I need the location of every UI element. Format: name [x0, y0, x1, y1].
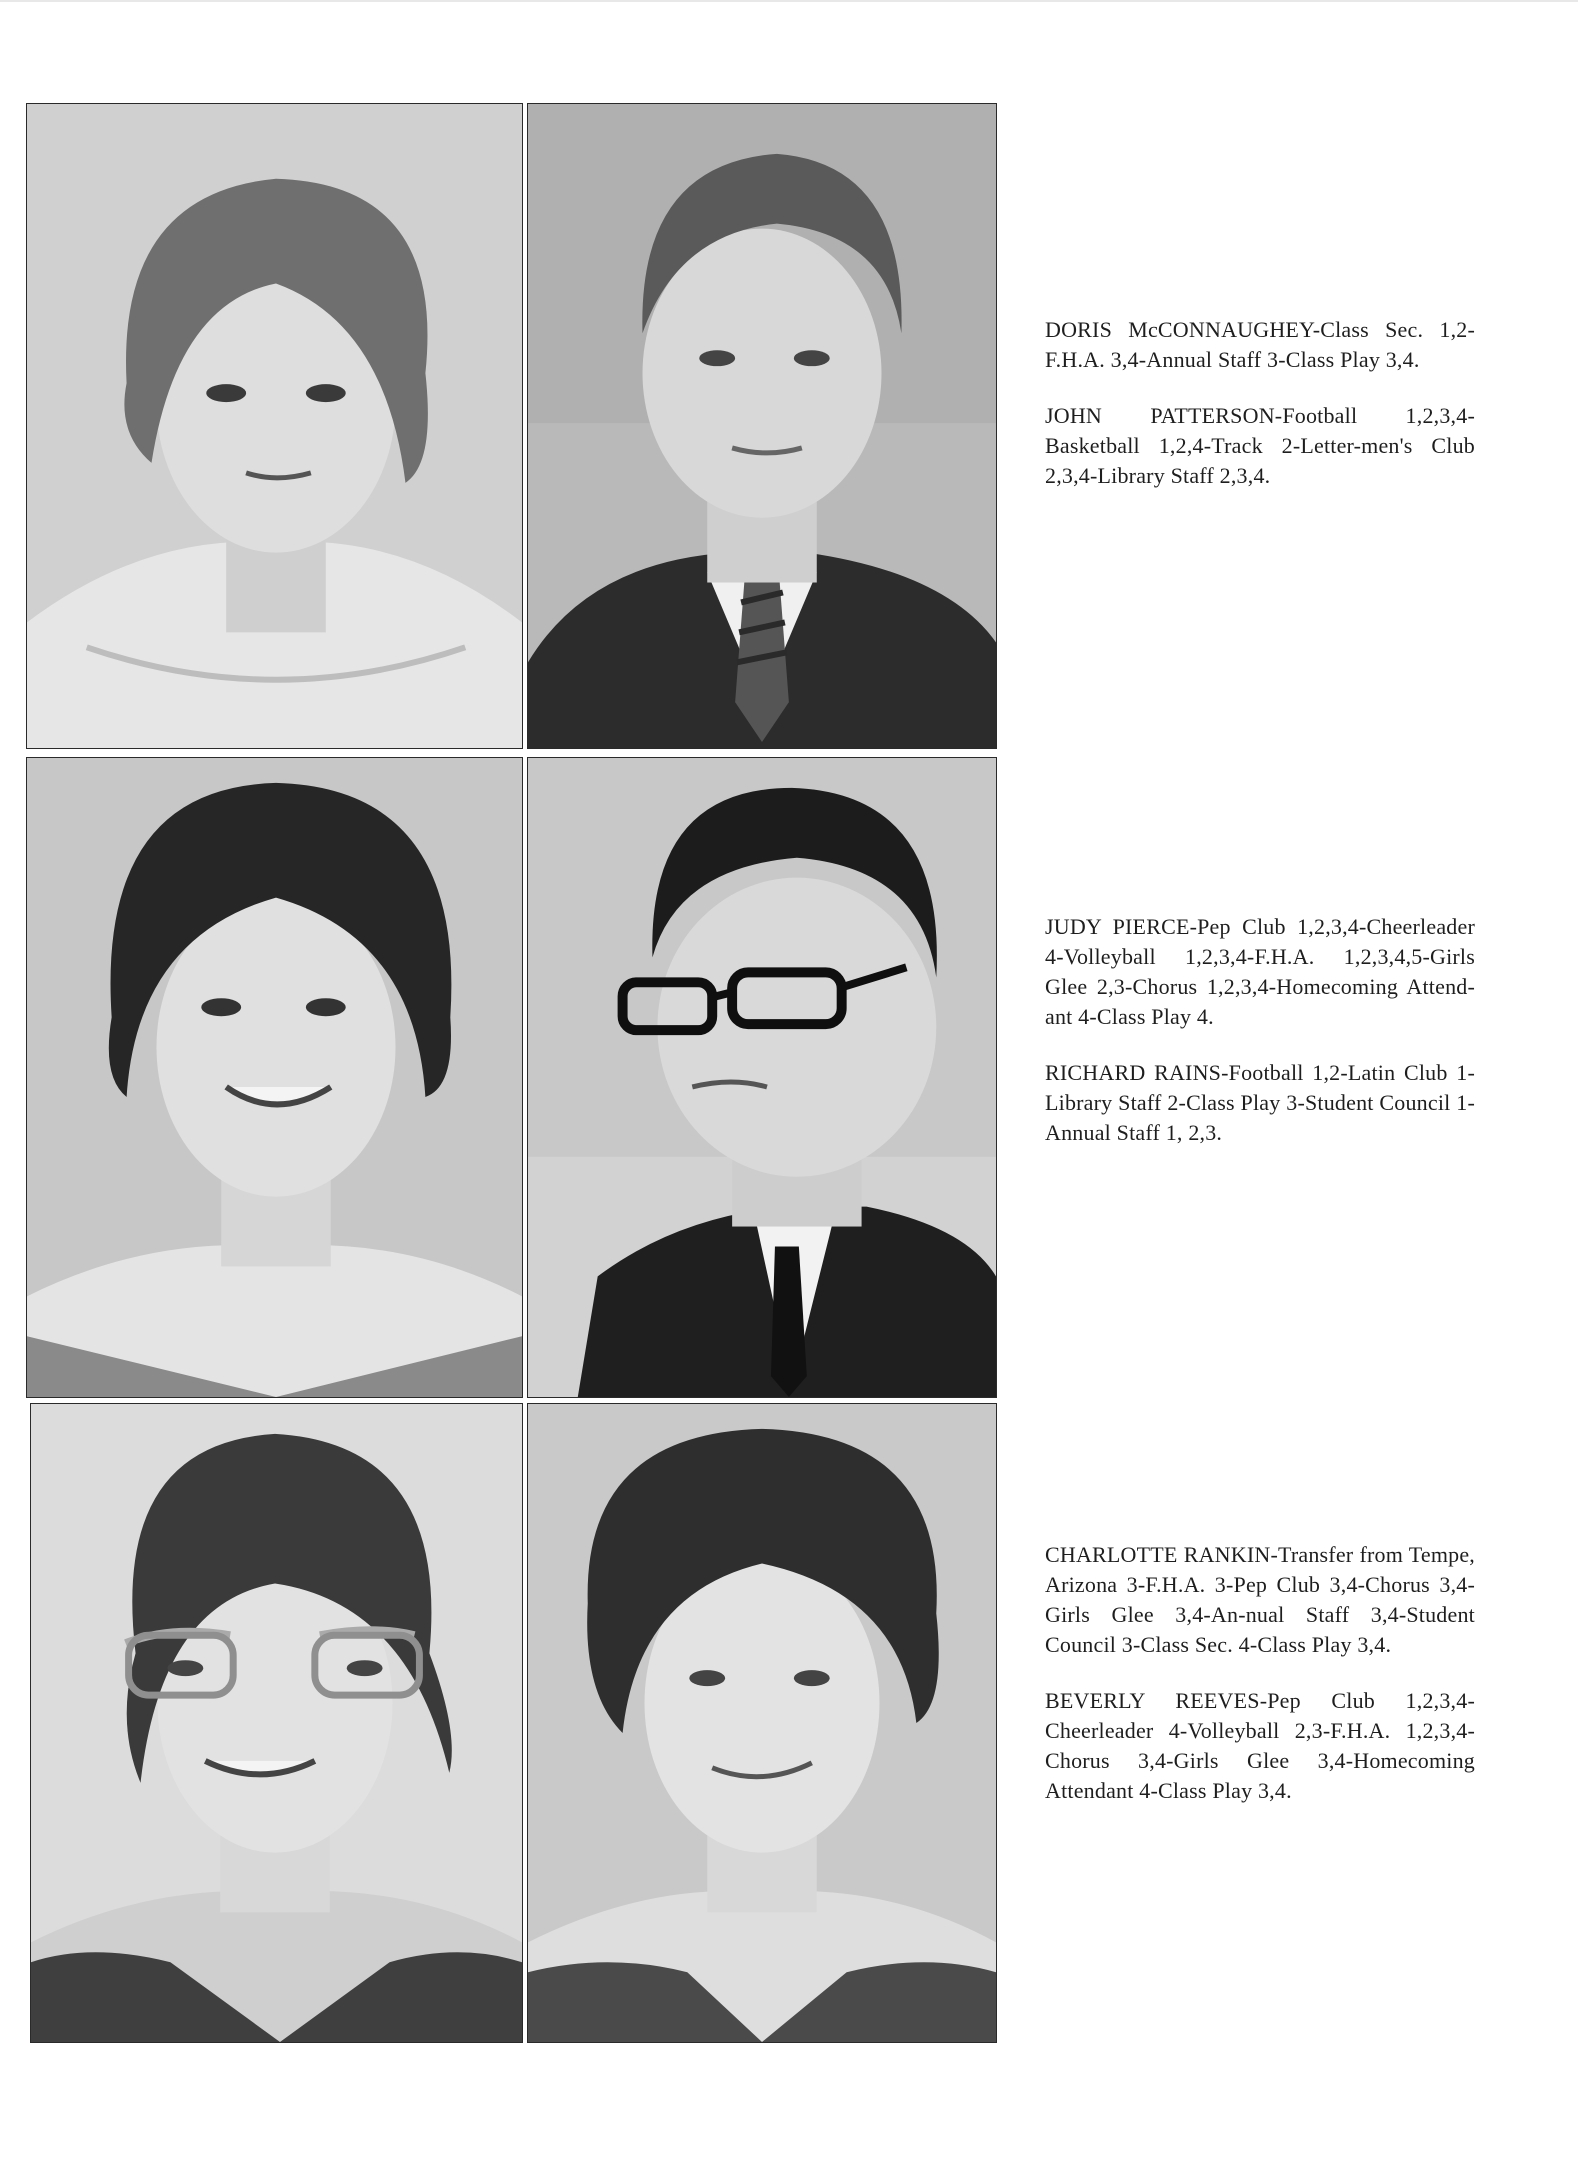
- caption-group-row-1: [1045, 315, 1475, 517]
- caption-beverly-reeves: [1045, 1686, 1475, 1806]
- photo-doris-mcconnaughey: [26, 103, 523, 749]
- caption-doris-mcconnaughey: [1045, 315, 1475, 375]
- student-name: BEVERLY REEVES: [1045, 1688, 1260, 1713]
- photo-charlotte-rankin: [30, 1403, 523, 2043]
- caption-richard-rains: [1045, 1058, 1475, 1148]
- student-activities: -Transfer from Tempe, Arizona 3-F.H.A. 3-Pep Club 3,4-Chorus 3,4-Girls Glee 3,4-An-nual Staff 3,4-Student Council 3-Class Sec. 4-Class Play 3,4.: [1045, 1542, 1475, 1657]
- student-activities: -Pep Club 1,2,3,4-Cheerleader 4-Volleyball 2,3-F.H.A. 1,2,3,4-Chorus 3,4-Girls Glee 3,4-Homecoming Attendant 4-Class Play 3,4.: [1045, 1688, 1475, 1803]
- photo-beverly-reeves: [527, 1403, 997, 2043]
- photo-richard-rains: [527, 757, 997, 1398]
- caption-charlotte-rankin: [1045, 1540, 1475, 1660]
- caption-group-row-2: [1045, 912, 1475, 1174]
- student-activities: -Pep Club 1,2,3,4-Cheerleader 4-Volleyball 1,2,3,4-F.H.A. 1,2,3,4,5-Girls Glee 2,3-Chorus 1,2,3,4-Homecoming Attend-ant 4-Class Play 4.: [1045, 914, 1475, 1029]
- student-activities: -Football 1,2,3,4-Basketball 1,2,4-Track 2-Letter-men's Club 2,3,4-Library Staff 2,3,4.: [1045, 403, 1475, 488]
- caption-group-row-3: [1045, 1540, 1475, 1832]
- student-name: DORIS McCONNAUGHEY: [1045, 317, 1313, 342]
- student-name: RICHARD RAINS: [1045, 1060, 1222, 1085]
- student-name: JOHN PATTERSON: [1045, 403, 1275, 428]
- student-activities: -Football 1,2-Latin Club 1-Library Staff 2-Class Play 3-Student Council 1-Annual Staff 1, 2,3.: [1045, 1060, 1475, 1145]
- student-activities: -Class Sec. 1,2-F.H.A. 3,4-Annual Staff 3-Class Play 3,4.: [1045, 317, 1475, 372]
- caption-judy-pierce: [1045, 912, 1475, 1032]
- photo-john-patterson: [527, 103, 997, 749]
- student-name: JUDY PIERCE: [1045, 914, 1190, 939]
- caption-john-patterson: [1045, 401, 1475, 491]
- student-name: CHARLOTTE RANKIN: [1045, 1542, 1271, 1567]
- page-edge: [0, 0, 1578, 2]
- photo-judy-pierce: [26, 757, 523, 1398]
